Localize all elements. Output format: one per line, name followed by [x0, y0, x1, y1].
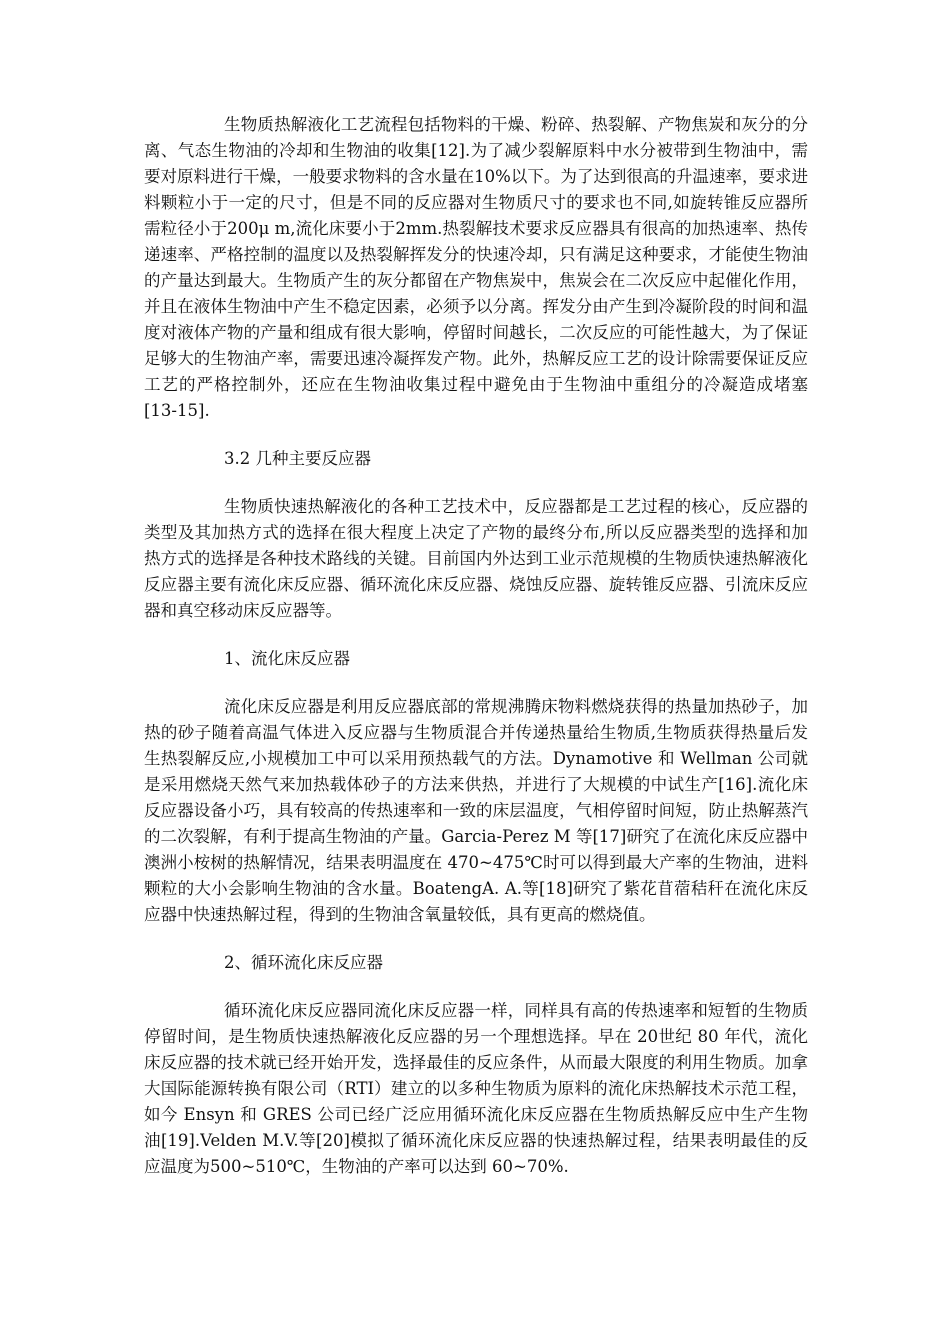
- paragraph-pyrolysis-process: 生物质热解液化工艺流程包括物料的干燥、粉碎、热裂解、产物焦炭和灰分的分离、气态生物油的冷却和生物油的收集[12].为了减少裂解原料中水分被带到生物油中，需要对原料进行干燥，一般要求物料的含水量在10%以下。为了达到很高的升温速率，要求进料颗粒小于一定的尺寸，但是不同的反应器对生物质尺寸的要求也不同,如旋转锥反应器所需粒径小于200μ m,流化床要小于2mm.热裂解技术要求反应器具有很高的加热速率、热传递速率、严格控制的温度以及热裂解挥发分的快速冷却，只有满足这种要求，才能使生物油的产量达到最大。生物质产生的灰分都留在产物焦炭中，焦炭会在二次反应中起催化作用，并且在液体生物油中产生不稳定因素，必须予以分离。挥发分由产生到冷凝阶段的时间和温度对液体产物的产量和组成有很大影响，停留时间越长，二次反应的可能性越大，为了保证足够大的生物油产率，需要迅速冷凝挥发产物。此外，热解反应工艺的设计除需要保证反应工艺的严格控制外，还应在生物油收集过程中避免由于生物油中重组分的冷凝造成堵塞 [13-15].: [144, 115, 808, 420]
- spacer: [144, 672, 808, 694]
- spacer: [144, 472, 808, 494]
- spacer: [144, 928, 808, 950]
- subheading-fluidized-bed: 1、流化床反应器: [224, 649, 350, 668]
- paragraph-fluidized-bed: 流化床反应器是利用反应器底部的常规沸腾床物料燃烧获得的热量加热砂子，加热的砂子随着高温气体进入反应器与生物质混合并传递热量给生物质,生物质获得热量后发生热裂解反应,小规模加工中可以采用预热载气的方法。Dynamotive 和 Wellman 公司就是采用燃烧天然气来加热载体砂子的方法来供热，并进行了大规模的中试生产[16].流化床反应器设备小巧，具有较高的传热速率和一致的床层温度，气相停留时间短，防止热解蒸汽的二次裂解，有利于提高生物油的产量。Garcia-Perez M 等[17]研究了在流化床反应器中澳洲小桉树的热解情况，结果表明温度在 470~475℃时可以得到最大产率的生物油，进料颗粒的大小会影响生物油的含水量。BoatengA. A.等[18]研究了紫花苜蓿秸秆在流化床反应器中快速热解过程，得到的生物油含氧量较低，具有更高的燃烧值。: [144, 697, 808, 924]
- spacer: [144, 976, 808, 998]
- document-body: [144, 112, 808, 1180]
- paragraph-circulating-fluidized-bed: 循环流化床反应器同流化床反应器一样，同样具有高的传热速率和短暂的生物质停留时间，是生物质快速热解液化反应器的另一个理想选择。早在 20世纪 80 年代，流化床反应器的技术就已经开始开发，选择最佳的反应条件，从而最大限度的利用生物质。加拿大国际能源转换有限公司（RTI）建立的以多种生物质为原料的流化床热解技术示范工程，如今 Ensyn 和 GRES 公司已经广泛应用循环流化床反应器在生物质热解反应中生产生物油[19].Velden M.V.等[20]模拟了循环流化床反应器的快速热解过程，结果表明最佳的反应温度为500~510℃，生物油的产率可以达到 60~70%.: [144, 1001, 808, 1176]
- spacer: [144, 424, 808, 446]
- subheading-circulating-fluidized-bed: 2、循环流化床反应器: [224, 953, 383, 972]
- spacer: [144, 624, 808, 646]
- paragraph-reactor-overview: 生物质快速热解液化的各种工艺技术中，反应器都是工艺过程的核心，反应器的类型及其加热方式的选择在很大程度上决定了产物的最终分布,所以反应器类型的选择和加热方式的选择是各种技术路线的关键。目前国内外达到工业示范规模的生物质快速热解液化反应器主要有流化床反应器、循环流化床反应器、烧蚀反应器、旋转锥反应器、引流床反应器和真空移动床反应器等。: [144, 497, 808, 620]
- section-heading-3-2: 3.2 几种主要反应器: [224, 449, 371, 468]
